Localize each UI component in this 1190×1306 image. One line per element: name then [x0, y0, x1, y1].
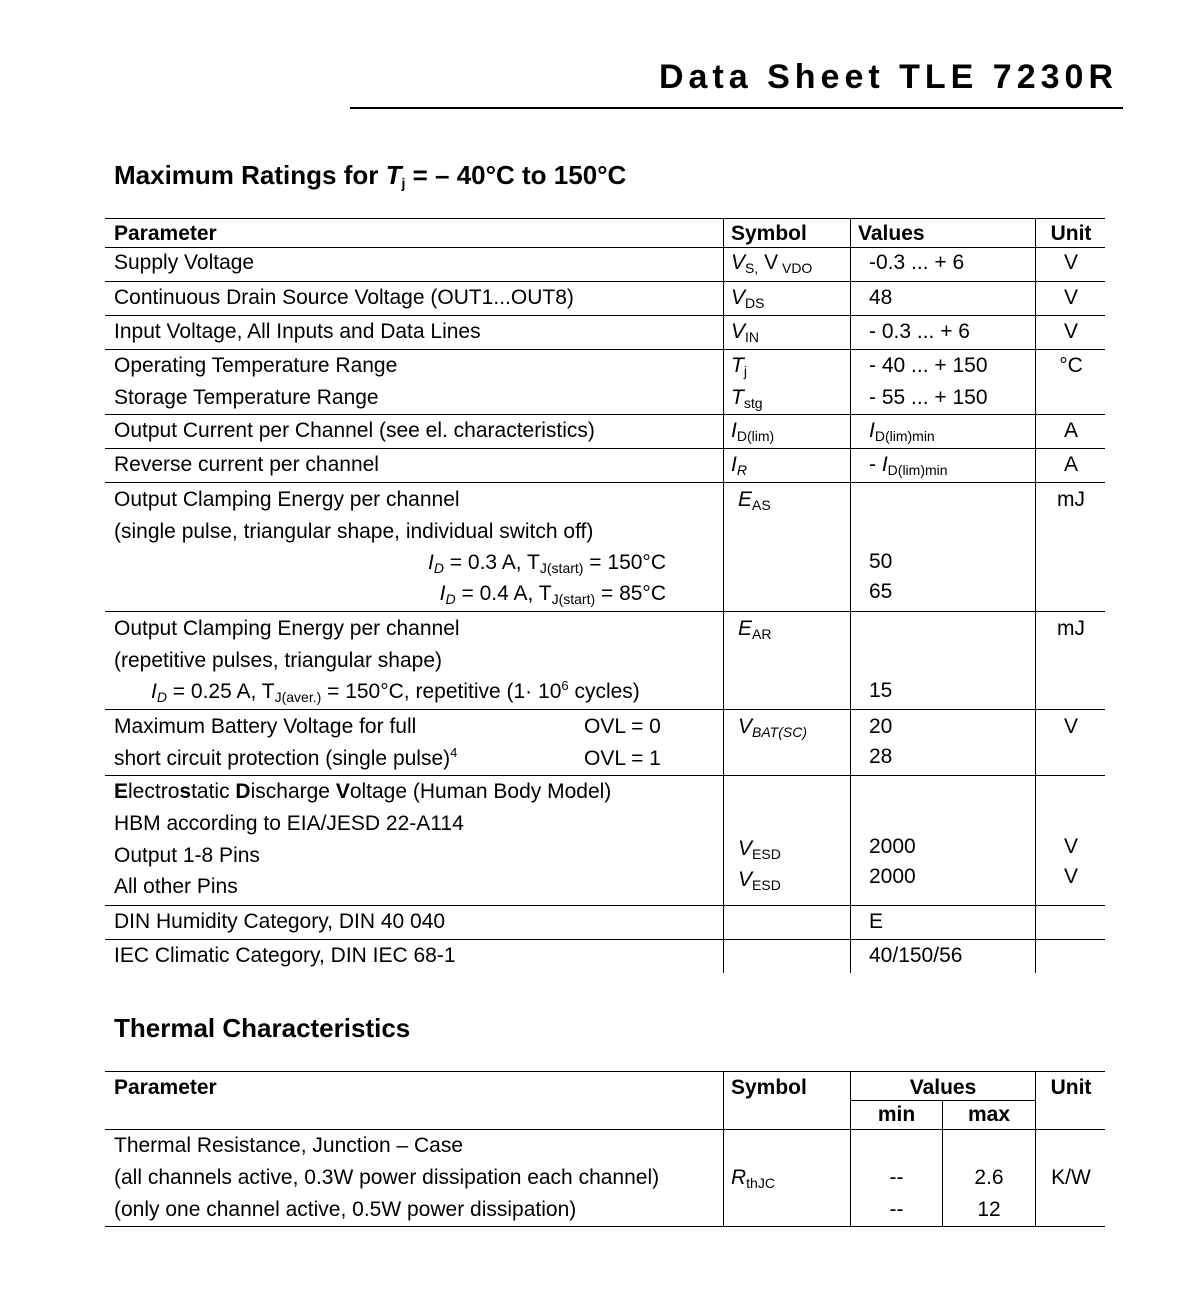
row-unit: V — [1063, 715, 1078, 738]
row-value: 65 — [869, 580, 893, 603]
table-row — [105, 483, 1105, 612]
table-row — [105, 316, 1105, 350]
row-unit: °C — [1059, 354, 1083, 377]
row-symbol: $T_j$ — [731, 354, 747, 379]
row-param: Thermal Resistance, Junction – Case — [114, 1134, 463, 1157]
table-row — [105, 1130, 1105, 1227]
row-symbol: $E_{AR}$ — [738, 617, 772, 642]
row-symbol: $R_{thJC}$ — [731, 1166, 775, 1191]
row-symbol: $V_{ESD}$ — [738, 837, 781, 862]
row-min: -- — [889, 1198, 904, 1221]
row-symbol: $V_{IN}$ — [731, 320, 760, 345]
row-unit: V — [1063, 320, 1078, 343]
row-condition: OVL = 1 — [584, 747, 661, 770]
table-row — [105, 415, 1105, 449]
max-ratings-table — [105, 218, 1105, 973]
row-condition: $I_D = 0.3$ A, $T_{J(start)} = 150^\circ C$ — [427, 551, 666, 576]
row-value: $I_{D(lim)min}$ — [869, 419, 935, 444]
row-symbol: $V_{ESD}$ — [738, 868, 781, 893]
row-param: Output 1-8 Pins — [114, 844, 260, 867]
header-max: max — [967, 1103, 1011, 1126]
row-param: (all channels active, 0.3W power dissipation each channel) — [114, 1166, 660, 1189]
header-unit: Unit — [1050, 1076, 1092, 1099]
row-param: (repetitive pulses, triangular shape) — [114, 649, 443, 672]
header-values: Values — [909, 1076, 977, 1099]
row-value: - 40 ... + 150 — [869, 354, 988, 377]
table-row — [105, 350, 1105, 415]
row-max: 2.6 — [974, 1166, 1004, 1189]
row-max: 12 — [977, 1198, 1001, 1221]
row-param: Operating Temperature Range — [114, 354, 398, 377]
table-row — [105, 940, 1105, 973]
row-param: All other Pins — [114, 875, 238, 898]
row-param: Output Clamping Energy per channel — [114, 488, 460, 511]
row-value: 15 — [869, 679, 893, 702]
row-value: 28 — [869, 745, 893, 768]
header-parameter: Parameter — [114, 222, 217, 245]
header-unit: Unit — [1050, 222, 1092, 245]
row-value: E — [869, 910, 884, 933]
row-param: Maximum Battery Voltage for full — [114, 715, 417, 738]
table-row — [105, 282, 1105, 316]
title-rule — [350, 107, 1123, 109]
max-ratings-title: Maximum Ratings for $T_j$ = – 40°C to 150°C — [114, 160, 627, 191]
table-header-row — [105, 219, 1105, 248]
row-symbol: $I_R$ — [731, 453, 747, 478]
row-symbol: $V_{BAT(SC)}$ — [738, 715, 807, 740]
row-param: HBM according to EIA/JESD 22-A114 — [114, 812, 464, 835]
row-unit: A — [1063, 453, 1078, 476]
row-param: short circuit protection (single pulse)$^4$ — [114, 745, 458, 770]
table-row — [105, 710, 1105, 776]
row-unit: mJ — [1057, 617, 1085, 640]
row-param: Continuous Drain Source Voltage (OUT1...OUT8) — [114, 286, 574, 309]
row-symbol: $I_{D(lim)}$ — [731, 419, 775, 444]
row-param: Supply Voltage — [114, 251, 255, 274]
row-value: - $I_{D(lim)min}$ — [869, 453, 948, 478]
row-value: - 55 ... + 150 — [869, 386, 988, 409]
row-condition: OVL = 0 — [584, 715, 661, 738]
table-row — [105, 906, 1105, 940]
thermal-title: Thermal Characteristics — [114, 1013, 411, 1043]
row-condition: $I_D = 0.4$ A, $T_{J(start)} = 85^\circ C$ — [439, 582, 666, 607]
row-unit: mJ — [1057, 488, 1085, 511]
row-value: - 0.3 ... + 6 — [869, 320, 970, 343]
row-symbol: $T_{stg}$ — [731, 386, 763, 411]
header-symbol: Symbol — [731, 1076, 807, 1099]
row-unit: K/W — [1051, 1166, 1091, 1189]
row-symbol: $E_{AS}$ — [738, 488, 771, 513]
row-unit: V — [1063, 865, 1078, 888]
row-param: Storage Temperature Range — [114, 386, 379, 409]
row-symbol: $V_{S,}$ V $_{VDO}$ — [731, 251, 813, 276]
header-symbol: Symbol — [731, 222, 807, 245]
table-header-row — [105, 1072, 1105, 1130]
row-param: Electrostatic Discharge Voltage (Human Body Model) — [114, 780, 612, 803]
table-row — [105, 776, 1105, 906]
row-param: (single pulse, triangular shape, individual switch off) — [114, 520, 594, 543]
row-param: (only one channel active, 0.5W power dissipation) — [114, 1198, 577, 1221]
thermal-table — [105, 1071, 1105, 1227]
document-title: Data Sheet TLE 7230R — [658, 58, 1118, 96]
row-value: 2000 — [869, 865, 916, 888]
row-param: Output Current per Channel (see el. characteristics) — [114, 419, 595, 442]
row-unit: V — [1063, 251, 1078, 274]
row-unit: V — [1063, 835, 1078, 858]
header-parameter: Parameter — [114, 1076, 217, 1099]
row-symbol: $V_{DS}$ — [731, 286, 765, 311]
row-condition: $I_D = 0.25$ A, $T_{J(aver.)} = 150^\circ C$, repetitive ($1\cdot 10^6$ cycles) — [151, 678, 640, 705]
row-value: 50 — [869, 550, 893, 573]
row-value: 2000 — [869, 835, 916, 858]
row-param: Reverse current per channel — [114, 453, 379, 476]
row-param: Output Clamping Energy per channel — [114, 617, 460, 640]
header-values: Values — [858, 222, 925, 245]
table-row — [105, 248, 1105, 282]
row-unit: A — [1063, 419, 1078, 442]
table-row — [105, 612, 1105, 710]
row-value: -0.3 ... + 6 — [869, 251, 965, 274]
row-param: IEC Climatic Category, DIN IEC 68-1 — [114, 944, 456, 967]
row-unit: V — [1063, 286, 1078, 309]
row-param: Input Voltage, All Inputs and Data Lines — [114, 320, 481, 343]
row-value: 48 — [869, 286, 893, 309]
row-value: 40/150/56 — [869, 944, 963, 967]
header-min: min — [877, 1103, 916, 1126]
row-min: -- — [889, 1166, 904, 1189]
row-value: 20 — [869, 715, 893, 738]
row-param: DIN Humidity Category, DIN 40 040 — [114, 910, 446, 933]
table-row — [105, 449, 1105, 483]
